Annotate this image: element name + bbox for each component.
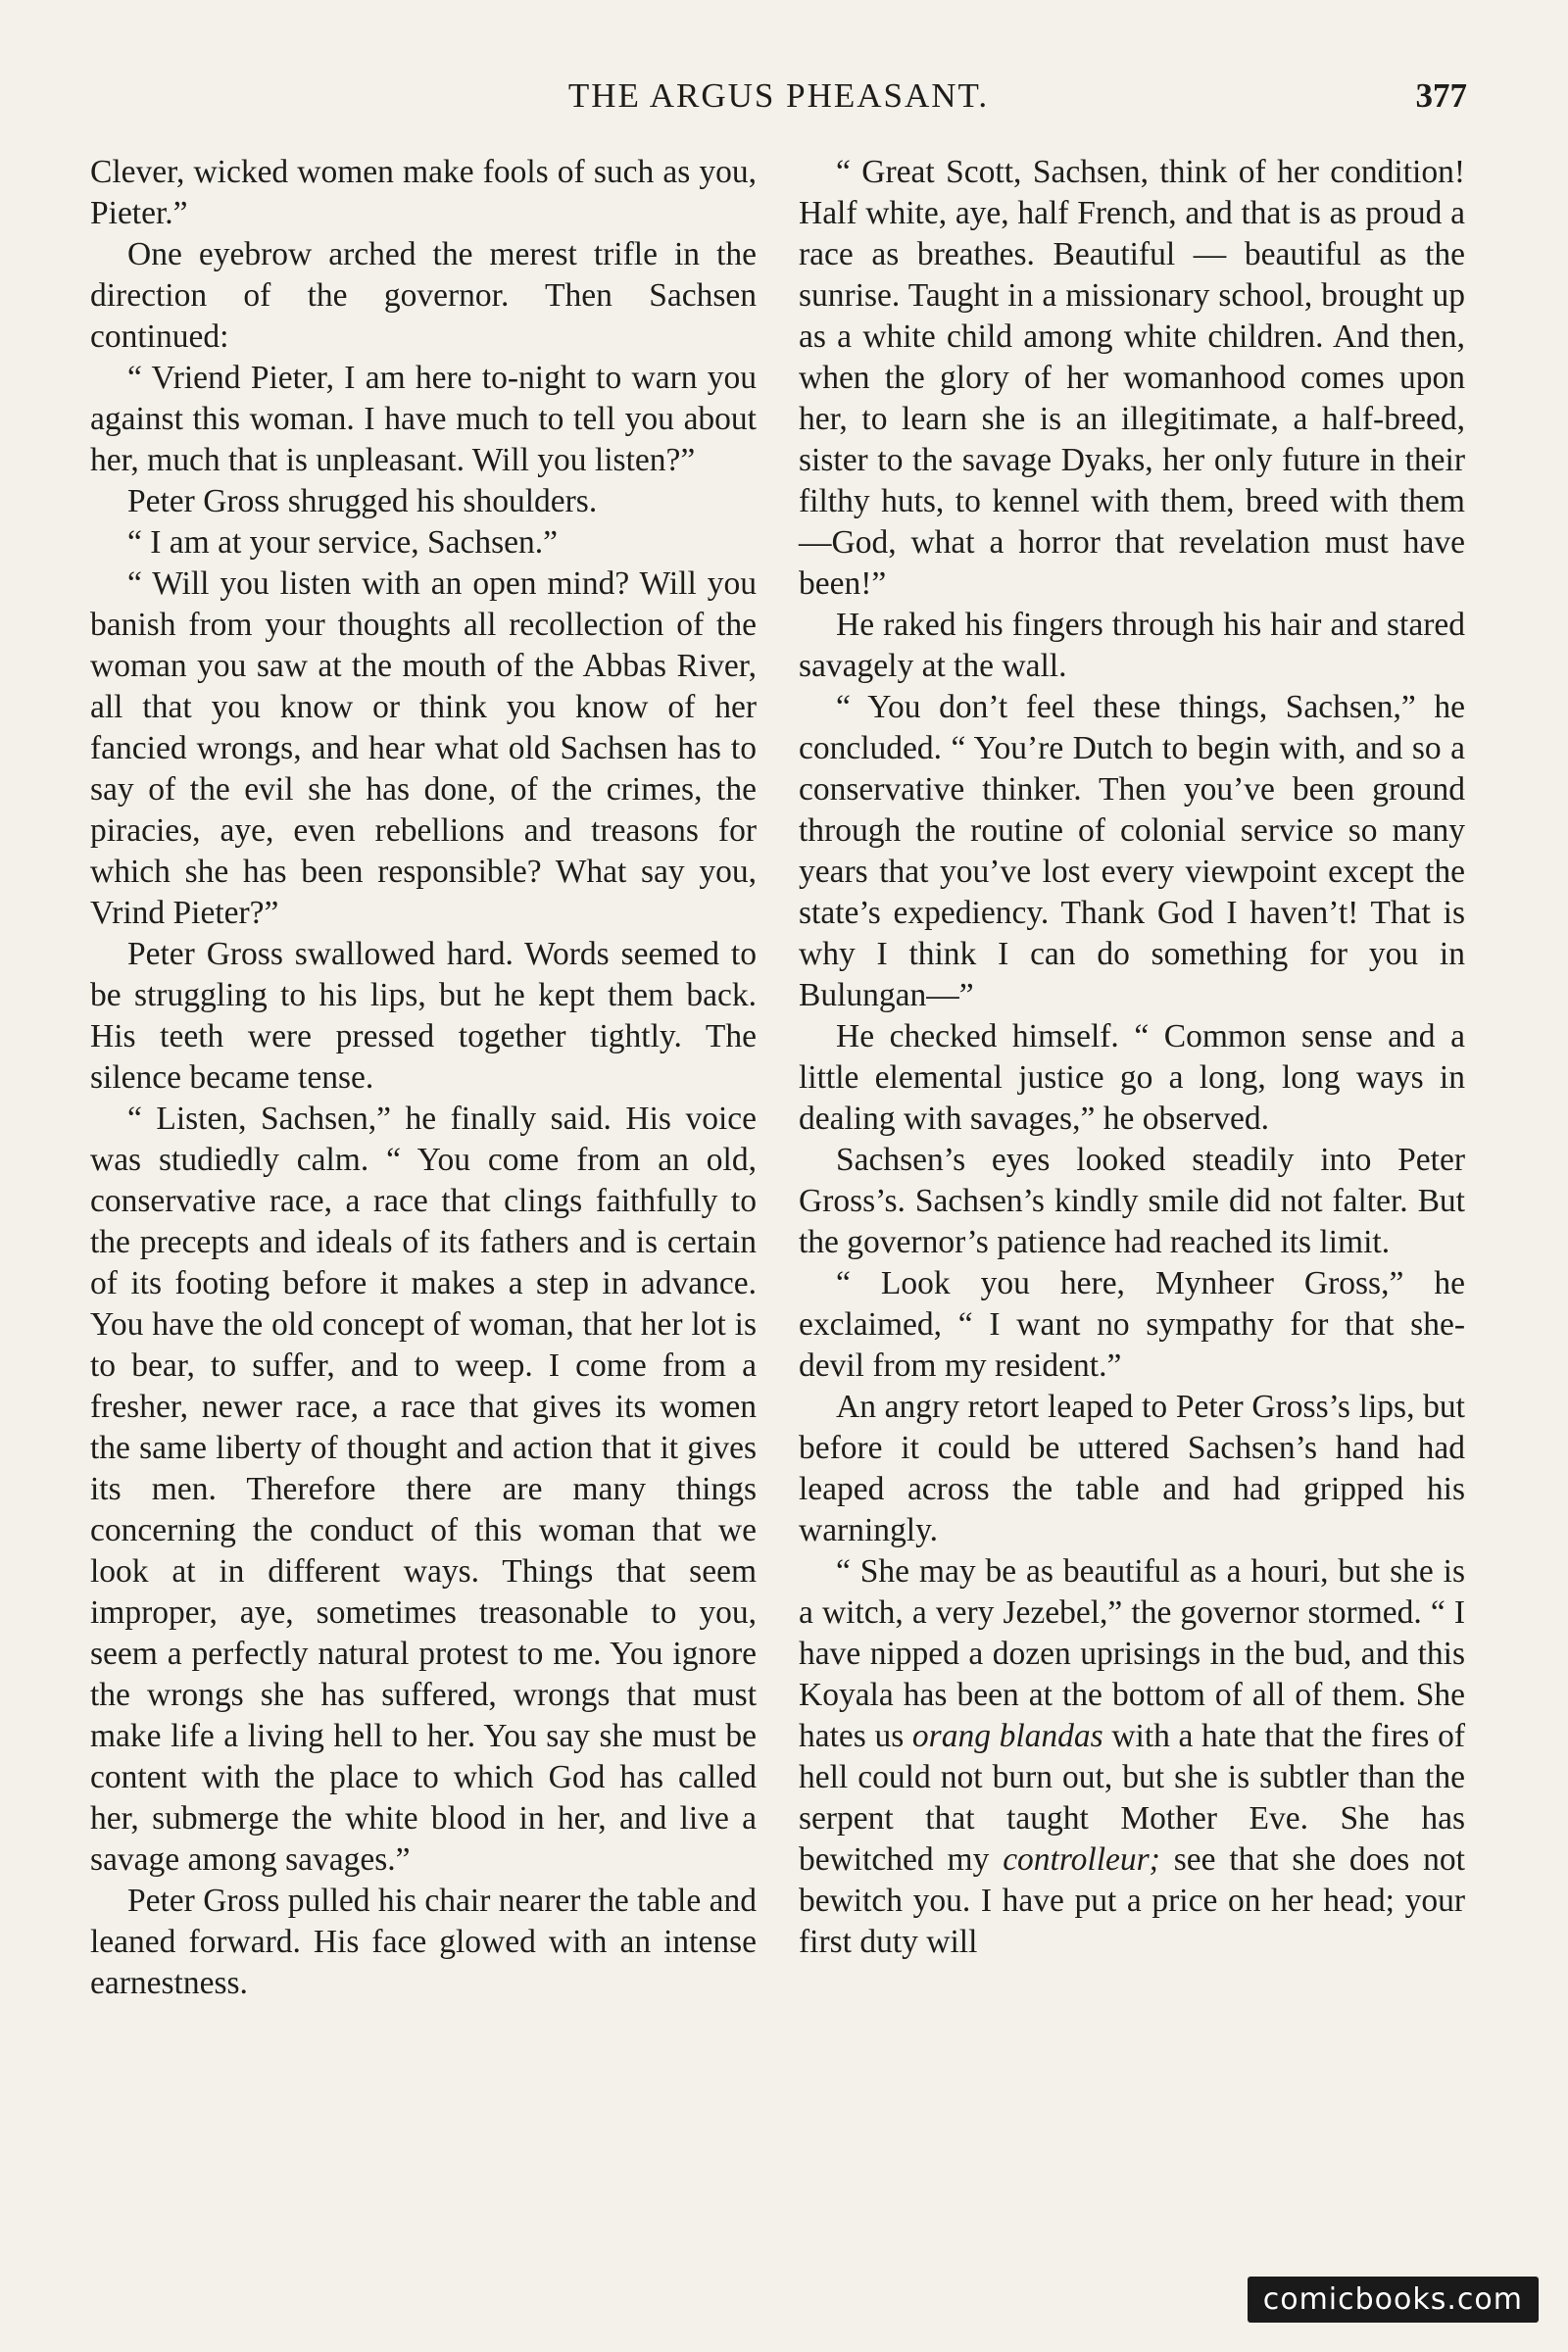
paragraph: “ I am at your service, Sachsen.” — [127, 524, 559, 561]
paragraph-final — [799, 1551, 1465, 1963]
paragraph: “ Great Scott, Sachsen, think of her condition! Half white, aye, half French, and that is as proud a race as breathes. Beautiful — beautiful as the sunrise. Taught in a missionary school, brought up as a white child among white children. And then, when the glory of her womanhood comes upon her, to learn she is an illegitimate, a half-breed, sister to the savage Dyaks, her only future in their filthy huts, to kennel with them, breed with them—God, what a horror that revelation must have been!” — [799, 154, 1465, 602]
paragraph: “ Will you listen with an open mind? Will you banish from your thoughts all recollection of the woman you saw at the mouth of the Abbas River, all that you know or think you know of her fancied wrongs, and hear what old Sachsen has to say of the evil she has done, of the crimes, the piracies, aye, even rebellions and treasons for which she has been responsible? What say you, Vrind Pieter?” — [90, 565, 757, 931]
paragraph: He raked his fingers through his hair and stared savagely at the wall. — [799, 607, 1465, 684]
source-watermark: comicbooks.com — [1248, 2277, 1539, 2323]
running-title: THE ARGUS PHEASANT. — [567, 76, 990, 115]
text-run: see that she does not bewitch you. I have put a price on her head; your first duty will — [799, 1841, 1465, 1960]
text-run: “ She may be as beautiful as a houri, but she is a witch, a very Jezebel,” the governor stormed. “ I have nipped a dozen uprisings in the bud, and this Koyala has been at the bottom of all of them. She hates us — [799, 1553, 1465, 1754]
paragraph: “ You don’t feel these things, Sachsen,” he concluded. “ You’re Dutch to begin with, and so a conservative thinker. Then you’ve been ground through the routine of colonial service so many years that you’ve lost every viewpoint except the state’s expediency. Thank God I haven’t! That is why I think I can do something for you in Bulungan—” — [799, 689, 1465, 1013]
paragraph: Peter Gross pulled his chair nearer the table and leaned forward. His face glowed with an intense earnestness. — [90, 1883, 757, 2001]
paragraph: Peter Gross shrugged his shoulders. — [127, 483, 598, 519]
paragraph: Clever, wicked women make fools of such as you, Pieter.” — [90, 154, 757, 231]
paragraph: One eyebrow arched the merest trifle in the direction of the governor. Then Sachsen continued: — [90, 236, 757, 355]
text-run: with a hate that the fires of hell could not burn out, but she is subtler than the serpent that taught Mother Eve. She has bewitched my — [799, 1718, 1465, 1878]
right-column — [799, 152, 1465, 1963]
left-column — [90, 152, 757, 2004]
running-header — [90, 76, 1467, 125]
paragraph: He checked himself. “ Common sense and a little elemental justice go a long, long ways in dealing with savages,” he observed. — [799, 1018, 1465, 1137]
paragraph: Sachsen’s eyes looked steadily into Peter Gross’s. Sachsen’s kindly smile did not falter. But the governor’s patience had reached its limit. — [799, 1142, 1465, 1260]
page-number: 377 — [1415, 76, 1467, 115]
paragraph: “ Look you here, Mynheer Gross,” he exclaimed, “ I want no sympathy for that she-devil from my resident.” — [799, 1265, 1465, 1384]
italic-phrase: orang blandas — [911, 1718, 1103, 1754]
paragraph: “ Vriend Pieter, I am here to-night to warn you against this woman. I have much to tell you about her, much that is unpleasant. Will you listen?” — [90, 360, 757, 478]
paragraph: Peter Gross swallowed hard. Words seemed to be struggling to his lips, but he kept them back. His teeth were pressed together tightly. The silence became tense. — [90, 936, 757, 1096]
paragraph: “ Listen, Sachsen,” he finally said. His voice was studiedly calm. “ You come from an old, conservative race, a race that clings faithfully to the precepts and ideals of its fathers and is certain of its footing before it makes a step in advance. You have the old concept of woman, that her lot is to bear, to suffer, and to weep. I come from a fresher, newer race, a race that gives its women the same liberty of thought and action that it gives its men. Therefore there are many things concerning the conduct of this woman that we look at in different ways. Things that seem improper, aye, sometimes treasonable to you, seem a perfectly natural protest to me. You ignore the wrongs she has suffered, wrongs that must make life a living hell to her. You say she must be content with the place to which God has called her, submerge the white blood in her, and live a savage among savages.” — [90, 1101, 757, 1878]
italic-phrase: controlleur; — [1003, 1841, 1160, 1878]
paragraph: An angry retort leaped to Peter Gross’s lips, but before it could be uttered Sachsen’s hand had leaped across the table and had gripped his warningly. — [799, 1389, 1465, 1548]
